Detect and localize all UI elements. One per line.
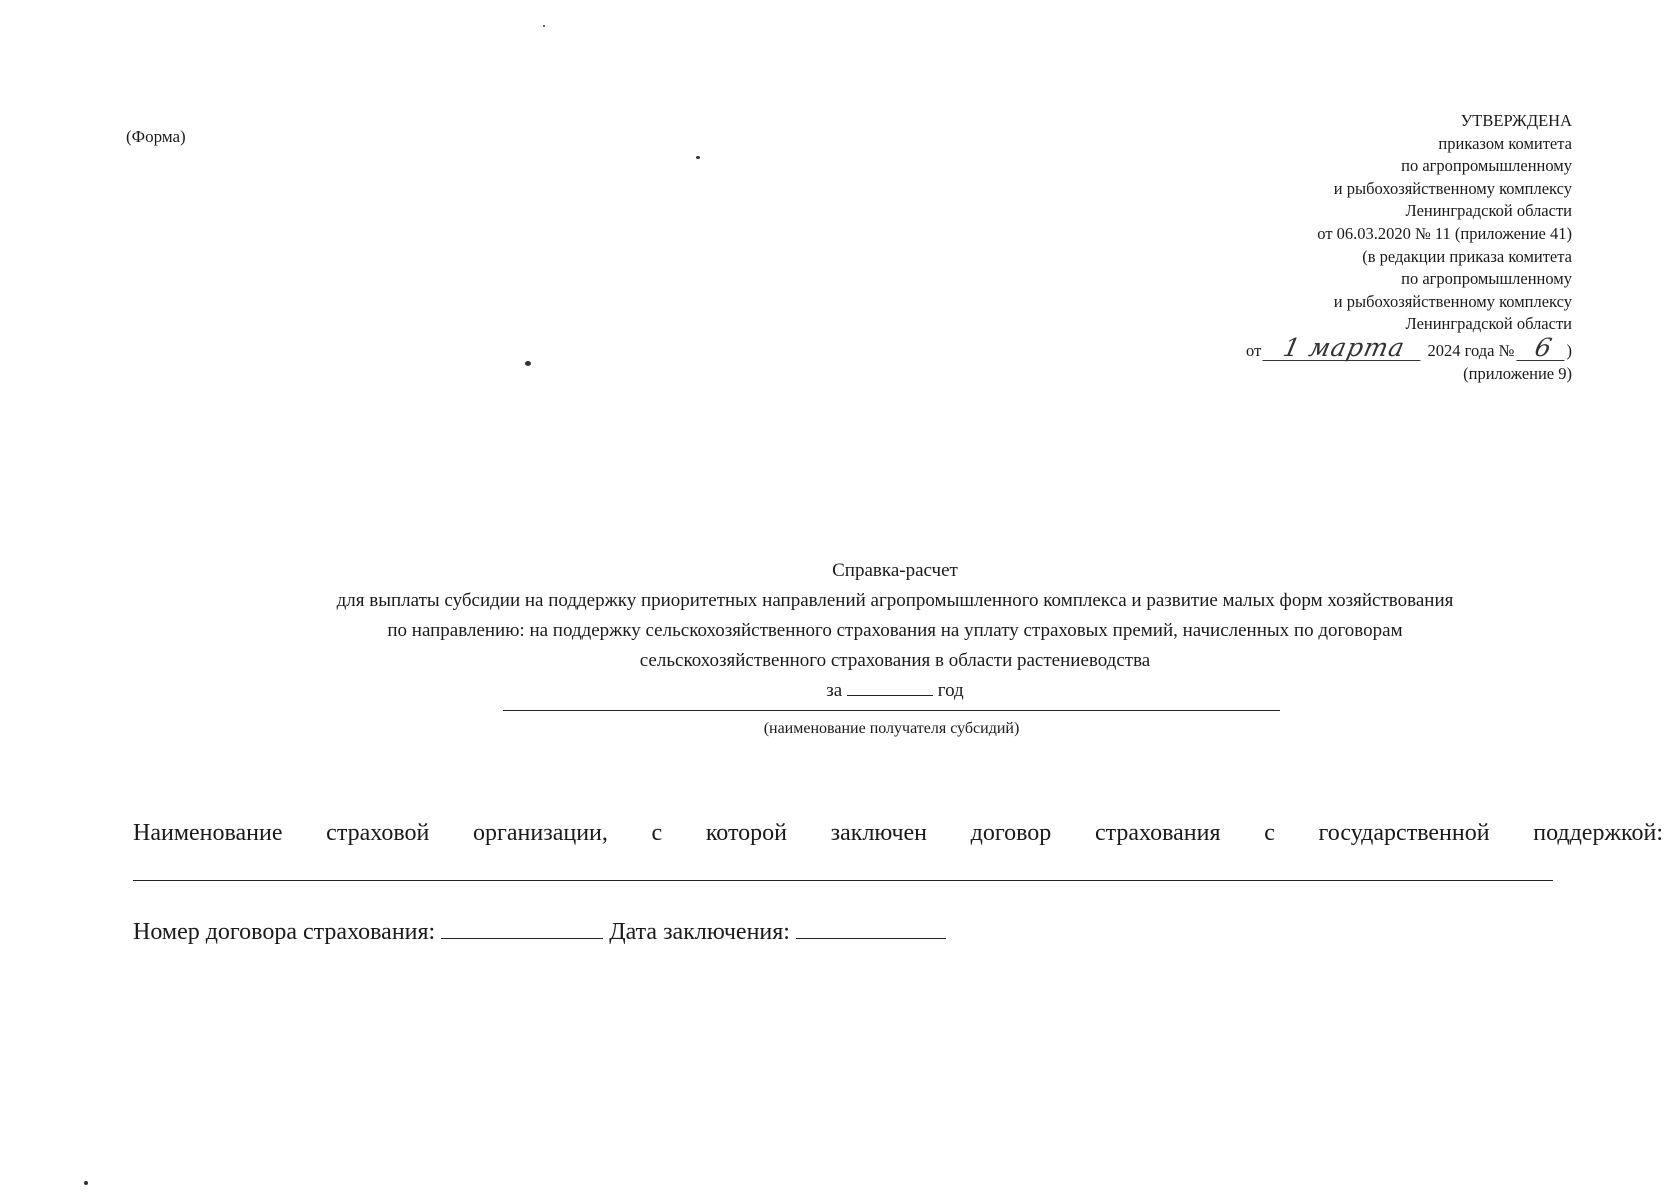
approval-line: по агропромышленному — [1401, 156, 1572, 176]
handwritten-number: 6 — [1516, 336, 1569, 361]
period-suffix: год — [937, 680, 964, 701]
document-subtitle-line: для выплаты субсидии на поддержку приоритетных направлений агропромышленного комплекса и развитие малых форм хозяйствования — [336, 590, 1454, 611]
approval-line: и рыбохозяйственному комплексу — [1333, 291, 1572, 311]
approval-line: Ленинградской области — [1405, 314, 1572, 334]
document-subtitle-line: сельскохозяйственного страхования в области растениеводства — [639, 650, 1151, 671]
approval-line: приказом комитета — [1438, 133, 1572, 153]
contract-number-label: Номер договора страхования: — [133, 919, 436, 945]
contract-line — [133, 916, 946, 946]
contract-date-label: Дата заключения: — [609, 919, 790, 945]
year-text: 2024 года № — [1427, 340, 1515, 360]
approval-line: от 06.03.2020 № 11 (приложение 41) — [1317, 223, 1572, 243]
form-label: (Форма) — [126, 127, 186, 146]
contract-number-blank-field[interactable] — [441, 916, 603, 939]
contract-date-blank-field[interactable] — [796, 916, 946, 939]
approval-line: (в редакции приказа комитета — [1362, 246, 1572, 266]
date-prefix: от — [1246, 340, 1262, 360]
date-suffix: ) — [1566, 340, 1572, 360]
period-line — [170, 676, 1620, 706]
recipient-caption: (наименование получателя субсидий) — [763, 720, 1020, 737]
approval-stamp-block — [1052, 110, 1572, 385]
approval-appendix: (приложение 9) — [1463, 363, 1572, 383]
approval-title: УТВЕРЖДЕНА — [1460, 111, 1572, 130]
recipient-blank-field[interactable] — [503, 710, 1280, 711]
approval-date-line — [1052, 332, 1572, 363]
scan-speck — [84, 1181, 88, 1185]
scan-speck — [696, 156, 700, 159]
period-prefix: за — [826, 680, 843, 701]
approval-line: по агропромышленному — [1401, 269, 1572, 289]
scan-speck — [525, 361, 531, 366]
year-blank-field[interactable] — [847, 677, 933, 696]
approval-line: и рыбохозяйственному комплексу — [1333, 178, 1572, 198]
handwritten-date: 1 марта — [1263, 336, 1426, 361]
document-subtitle-line: по направлению: на поддержку сельскохозяйственного страхования на уплату страховых премий, начисленных по договорам — [387, 620, 1403, 641]
insurer-blank-field[interactable] — [133, 880, 1553, 881]
approval-line: Ленинградской области — [1405, 201, 1572, 221]
document-title-block — [170, 556, 1620, 706]
scan-speck — [543, 25, 545, 27]
document-title: Справка-расчет — [832, 560, 958, 581]
insurer-label: Наименование страховой организации, с которой заключен договор страхования с государственной поддержкой: — [133, 820, 1663, 846]
